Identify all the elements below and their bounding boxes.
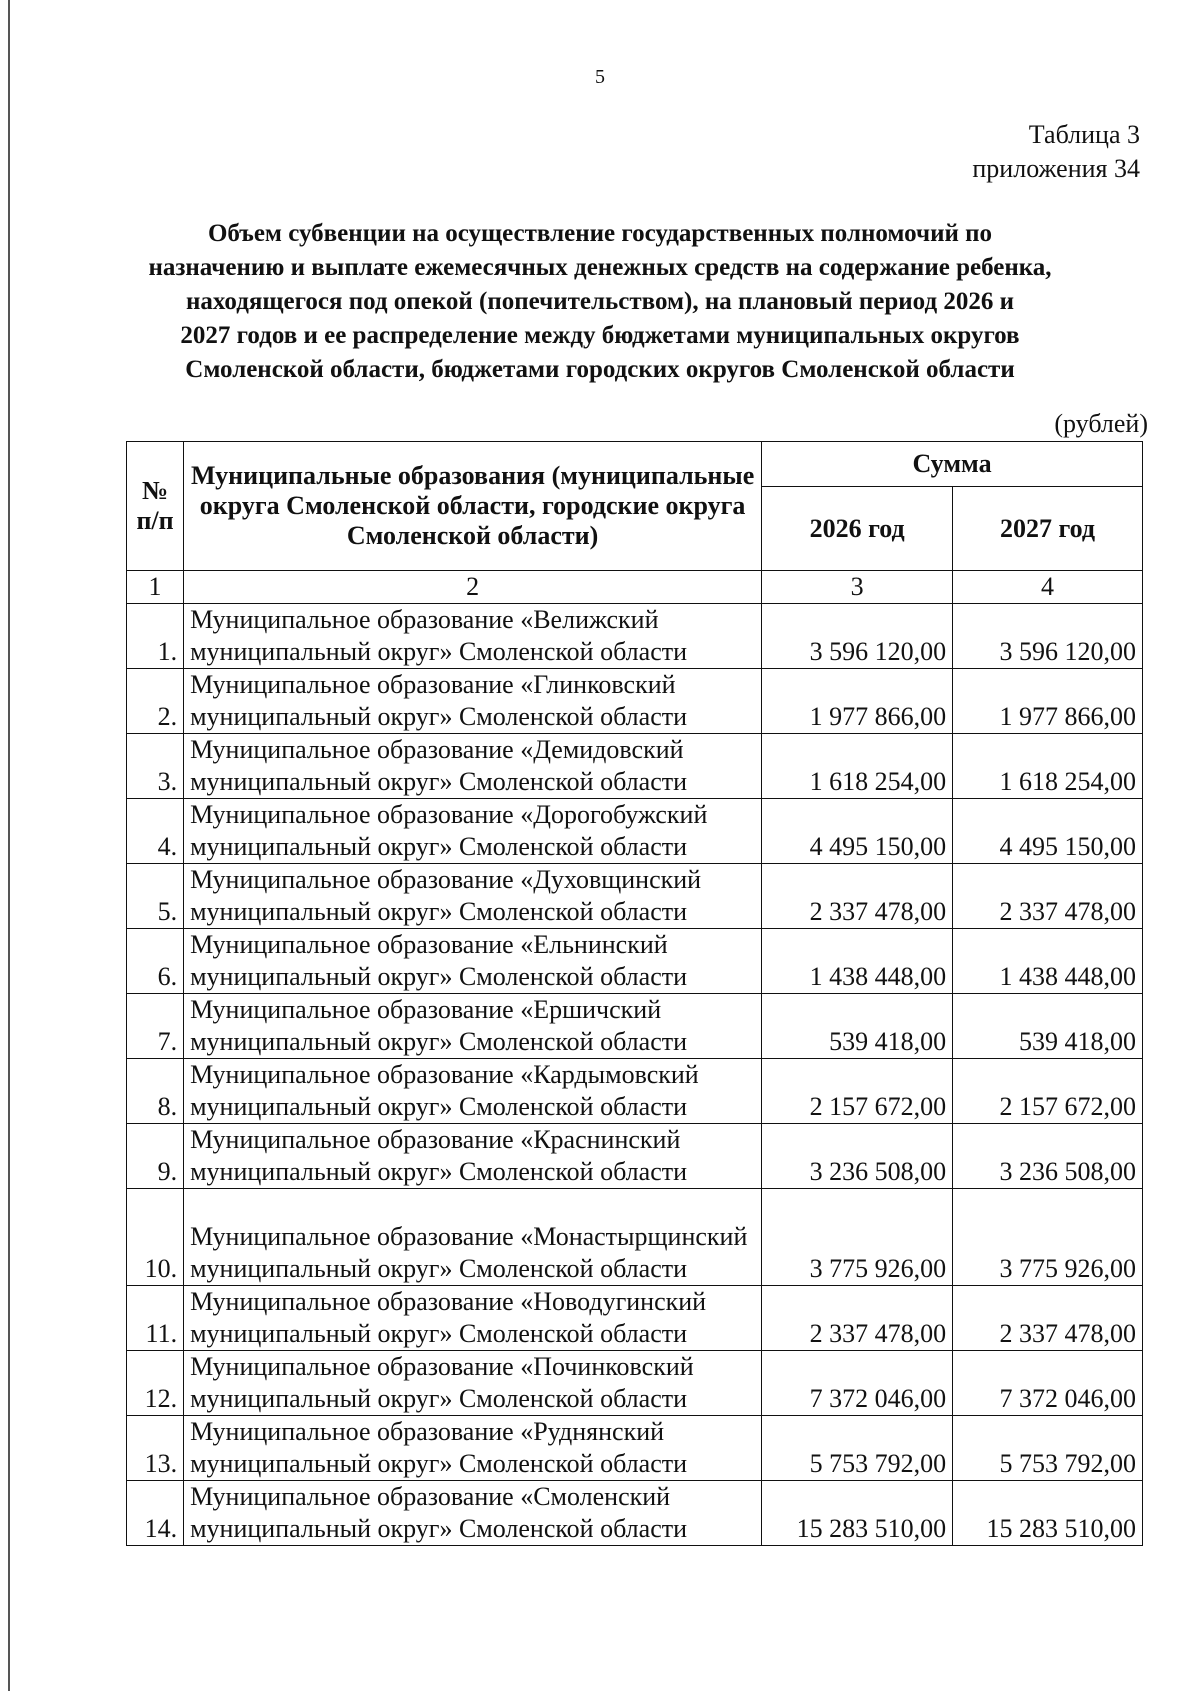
amount-2026: 2 157 672,00: [762, 1059, 953, 1124]
table-row: [127, 994, 1143, 1059]
row-number: 14.: [127, 1481, 184, 1546]
municipality-name: Муниципальное образование «Починковский муниципальный округ» Смоленской области: [184, 1351, 762, 1416]
row-number: 7.: [127, 994, 184, 1059]
amount-2027: 5 753 792,00: [953, 1416, 1143, 1481]
amount-2026: 1 618 254,00: [762, 734, 953, 799]
amount-2026: 5 753 792,00: [762, 1416, 953, 1481]
amount-2026: 4 495 150,00: [762, 799, 953, 864]
table-row: [127, 929, 1143, 994]
municipality-name: Муниципальное образование «Монастырщинский муниципальный округ» Смоленской области: [184, 1189, 762, 1286]
table-row: [127, 864, 1143, 929]
column-index: 3: [762, 571, 953, 604]
table-row: [127, 1059, 1143, 1124]
document-title: [90, 217, 1110, 387]
header-num: № п/п: [127, 442, 184, 571]
column-index: 4: [953, 571, 1143, 604]
amount-2026: 15 283 510,00: [762, 1481, 953, 1546]
table-row: [127, 799, 1143, 864]
units-label: (рублей): [1054, 409, 1148, 438]
municipality-name: Муниципальное образование «Краснинский муниципальный округ» Смоленской области: [184, 1124, 762, 1189]
municipality-name: Муниципальное образование «Велижский муниципальный округ» Смоленской области: [184, 604, 762, 669]
table-row: [127, 1416, 1143, 1481]
amount-2027: 7 372 046,00: [953, 1351, 1143, 1416]
table-row: [127, 669, 1143, 734]
municipality-name: Муниципальное образование «Духовщинский муниципальный округ» Смоленской области: [184, 864, 762, 929]
row-number: 12.: [127, 1351, 184, 1416]
amount-2027: 2 337 478,00: [953, 864, 1143, 929]
title-line-4: 2027 годов и ее распределение между бюджетами муниципальных округов: [180, 322, 1020, 349]
row-number: 13.: [127, 1416, 184, 1481]
amount-2027: 15 283 510,00: [953, 1481, 1143, 1546]
column-index-row: [127, 571, 1143, 604]
row-number: 11.: [127, 1286, 184, 1351]
subvention-table: [126, 441, 1143, 1546]
amount-2026: 3 775 926,00: [762, 1189, 953, 1286]
header-sum: Сумма: [762, 442, 1143, 487]
amount-2026: 1 438 448,00: [762, 929, 953, 994]
municipality-name: Муниципальное образование «Смоленский муниципальный округ» Смоленской области: [184, 1481, 762, 1546]
table-row: [127, 1189, 1143, 1286]
amount-2027: 1 618 254,00: [953, 734, 1143, 799]
row-number: 10.: [127, 1189, 184, 1286]
municipality-name: Муниципальное образование «Глинковский муниципальный округ» Смоленской области: [184, 669, 762, 734]
column-index: 2: [184, 571, 762, 604]
row-number: 9.: [127, 1124, 184, 1189]
row-number: 4.: [127, 799, 184, 864]
table-row: [127, 1286, 1143, 1351]
amount-2026: 3 236 508,00: [762, 1124, 953, 1189]
municipality-name: Муниципальное образование «Демидовский муниципальный округ» Смоленской области: [184, 734, 762, 799]
title-line-1: Объем субвенции на осуществление государственных полномочий по: [207, 220, 993, 247]
row-number: 6.: [127, 929, 184, 994]
amount-2026: 7 372 046,00: [762, 1351, 953, 1416]
amount-2026: 2 337 478,00: [762, 1286, 953, 1351]
header-year-2026: 2026 год: [762, 487, 953, 571]
municipality-name: Муниципальное образование «Дорогобужский муниципальный округ» Смоленской области: [184, 799, 762, 864]
row-number: 3.: [127, 734, 184, 799]
table-row: [127, 604, 1143, 669]
caption-line-1: Таблица 3: [1028, 120, 1140, 149]
header-name: Муниципальные образования (муниципальные округа Смоленской области, городские округа Смоленской области): [184, 442, 762, 571]
amount-2027: 3 775 926,00: [953, 1189, 1143, 1286]
amount-2027: 3 596 120,00: [953, 604, 1143, 669]
row-number: 8.: [127, 1059, 184, 1124]
column-index: 1: [127, 571, 184, 604]
row-number: 5.: [127, 864, 184, 929]
amount-2027: 2 157 672,00: [953, 1059, 1143, 1124]
amount-2026: 1 977 866,00: [762, 669, 953, 734]
caption-line-2: приложения 34: [972, 154, 1140, 183]
header-year-2027: 2027 год: [953, 487, 1143, 571]
row-number: 2.: [127, 669, 184, 734]
amount-2026: 2 337 478,00: [762, 864, 953, 929]
page-number: 5: [595, 66, 605, 88]
amount-2027: 4 495 150,00: [953, 799, 1143, 864]
table-row: [127, 1124, 1143, 1189]
municipality-name: Муниципальное образование «Ельнинский муниципальный округ» Смоленской области: [184, 929, 762, 994]
municipality-name: Муниципальное образование «Кардымовский муниципальный округ» Смоленской области: [184, 1059, 762, 1124]
table-caption: [972, 118, 1140, 186]
table-row: [127, 1351, 1143, 1416]
title-line-2: назначению и выплате ежемесячных денежных средств на содержание ребенка,: [148, 254, 1052, 281]
table-row: [127, 1481, 1143, 1546]
amount-2027: 3 236 508,00: [953, 1124, 1143, 1189]
amount-2027: 1 438 448,00: [953, 929, 1143, 994]
municipality-name: Муниципальное образование «Новодугинский муниципальный округ» Смоленской области: [184, 1286, 762, 1351]
page-margin-line: [8, 0, 10, 1691]
row-number: 1.: [127, 604, 184, 669]
table-row: [127, 734, 1143, 799]
municipality-name: Муниципальное образование «Ершичский муниципальный округ» Смоленской области: [184, 994, 762, 1059]
title-line-3: находящегося под опекой (попечительством), на плановый период 2026 и: [185, 288, 1014, 315]
municipality-name: Муниципальное образование «Руднянский муниципальный округ» Смоленской области: [184, 1416, 762, 1481]
amount-2026: 539 418,00: [762, 994, 953, 1059]
amount-2026: 3 596 120,00: [762, 604, 953, 669]
amount-2027: 539 418,00: [953, 994, 1143, 1059]
title-line-5: Смоленской области, бюджетами городских округов Смоленской области: [185, 356, 1015, 383]
amount-2027: 1 977 866,00: [953, 669, 1143, 734]
amount-2027: 2 337 478,00: [953, 1286, 1143, 1351]
